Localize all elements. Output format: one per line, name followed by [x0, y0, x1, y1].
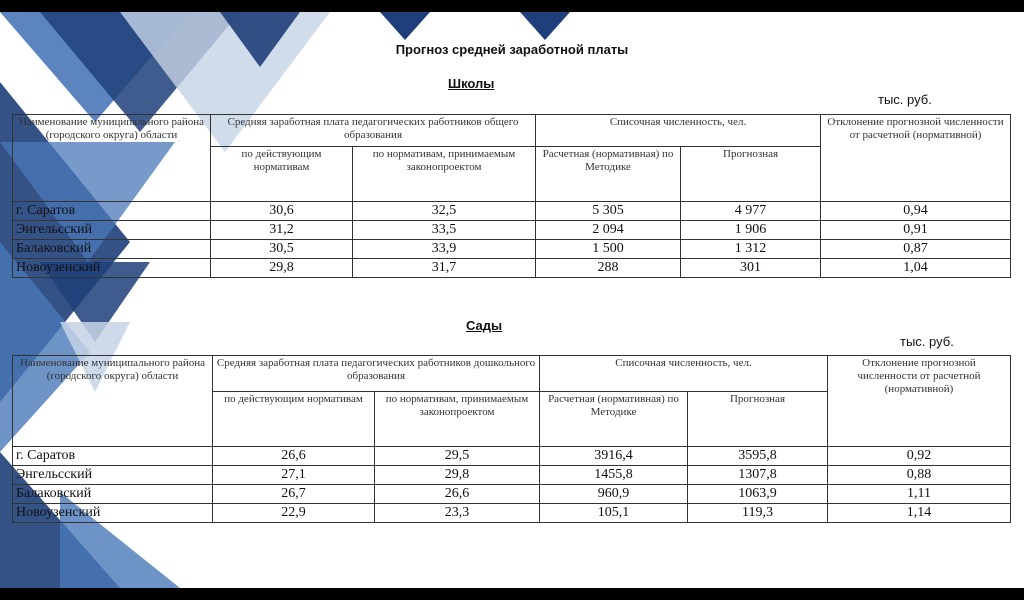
deco-triangle	[520, 12, 570, 40]
staff-forecast: 1307,8	[688, 466, 828, 485]
header-salary-current: по действующим нормативам	[213, 392, 375, 447]
staff-forecast: 4 977	[681, 202, 821, 221]
district-name: Новоузенский	[13, 504, 213, 523]
table-row	[13, 504, 1011, 523]
table-row	[13, 240, 1011, 259]
header-salary-group: Средняя заработная плата педагогических работников дошкольного образования	[213, 356, 540, 392]
deviation: 1,11	[828, 485, 1011, 504]
header-staff-group: Списочная численность, чел.	[536, 115, 821, 147]
table-row	[13, 202, 1011, 221]
salary-current: 26,6	[213, 447, 375, 466]
table-row	[13, 259, 1011, 278]
staff-calc: 288	[536, 259, 681, 278]
staff-forecast: 1 906	[681, 221, 821, 240]
district-name: г. Саратов	[13, 202, 211, 221]
kindergartens-table	[12, 355, 1011, 523]
header-staff-forecast: Прогнозная	[681, 147, 821, 202]
staff-calc: 5 305	[536, 202, 681, 221]
staff-forecast: 3595,8	[688, 447, 828, 466]
staff-calc: 2 094	[536, 221, 681, 240]
staff-calc: 960,9	[540, 485, 688, 504]
district-name: Новоузенский	[13, 259, 211, 278]
staff-forecast: 119,3	[688, 504, 828, 523]
deviation: 1,04	[821, 259, 1011, 278]
deviation: 0,92	[828, 447, 1011, 466]
header-staff-forecast: Прогнозная	[688, 392, 828, 447]
section-title-kindergartens: Сады	[466, 318, 503, 333]
deviation: 1,14	[828, 504, 1011, 523]
unit-label-kindergartens: тыс. руб.	[900, 334, 954, 349]
district-name: Энгельсский	[13, 221, 211, 240]
header-staff-calc: Расчетная (нормативная) по Методике	[540, 392, 688, 447]
salary-current: 29,8	[211, 259, 353, 278]
salary-bill: 23,3	[375, 504, 540, 523]
table-row	[13, 221, 1011, 240]
salary-bill: 29,5	[375, 447, 540, 466]
section-title-schools: Школы	[448, 76, 495, 91]
salary-current: 30,6	[211, 202, 353, 221]
unit-label-schools: тыс. руб.	[878, 92, 932, 107]
header-district-name: Наименование муниципального района (городского округа) области	[13, 115, 211, 202]
header-salary-group: Средняя заработная плата педагогических работников общего образования	[211, 115, 536, 147]
salary-bill: 31,7	[353, 259, 536, 278]
header-deviation: Отклонение прогнозной численности от расчетной (нормативной)	[828, 356, 1011, 447]
staff-calc: 105,1	[540, 504, 688, 523]
staff-calc: 1 500	[536, 240, 681, 259]
salary-current: 31,2	[211, 221, 353, 240]
header-district-name: Наименование муниципального района (городского округа) области	[13, 356, 213, 447]
deviation: 0,88	[828, 466, 1011, 485]
salary-bill: 26,6	[375, 485, 540, 504]
staff-calc: 3916,4	[540, 447, 688, 466]
page-title: Прогноз средней заработной платы	[395, 42, 629, 57]
header-salary-bill: по нормативам, принимаемым законопроектом	[375, 392, 540, 447]
salary-bill: 33,9	[353, 240, 536, 259]
header-staff-calc: Расчетная (нормативная) по Методике	[536, 147, 681, 202]
district-name: Энгельсский	[13, 466, 213, 485]
salary-current: 26,7	[213, 485, 375, 504]
salary-current: 22,9	[213, 504, 375, 523]
table-row	[13, 447, 1011, 466]
staff-forecast: 1 312	[681, 240, 821, 259]
staff-forecast: 1063,9	[688, 485, 828, 504]
district-name: г. Саратов	[13, 447, 213, 466]
district-name: Балаковский	[13, 240, 211, 259]
salary-current: 30,5	[211, 240, 353, 259]
table-row	[13, 466, 1011, 485]
header-salary-bill: по нормативам, принимаемым законопроектом	[353, 147, 536, 202]
deviation: 0,94	[821, 202, 1011, 221]
salary-bill: 33,5	[353, 221, 536, 240]
salary-bill: 32,5	[353, 202, 536, 221]
salary-bill: 29,8	[375, 466, 540, 485]
deco-triangle	[380, 12, 430, 40]
staff-calc: 1455,8	[540, 466, 688, 485]
schools-table	[12, 114, 1011, 278]
salary-current: 27,1	[213, 466, 375, 485]
table-row	[13, 485, 1011, 504]
staff-forecast: 301	[681, 259, 821, 278]
header-deviation: Отклонение прогнозной численности от расчетной (нормативной)	[821, 115, 1011, 202]
deviation: 0,91	[821, 221, 1011, 240]
header-salary-current: по действующим нормативам	[211, 147, 353, 202]
header-staff-group: Списочная численность, чел.	[540, 356, 828, 392]
deviation: 0,87	[821, 240, 1011, 259]
district-name: Балаковский	[13, 485, 213, 504]
slide	[0, 12, 1024, 588]
